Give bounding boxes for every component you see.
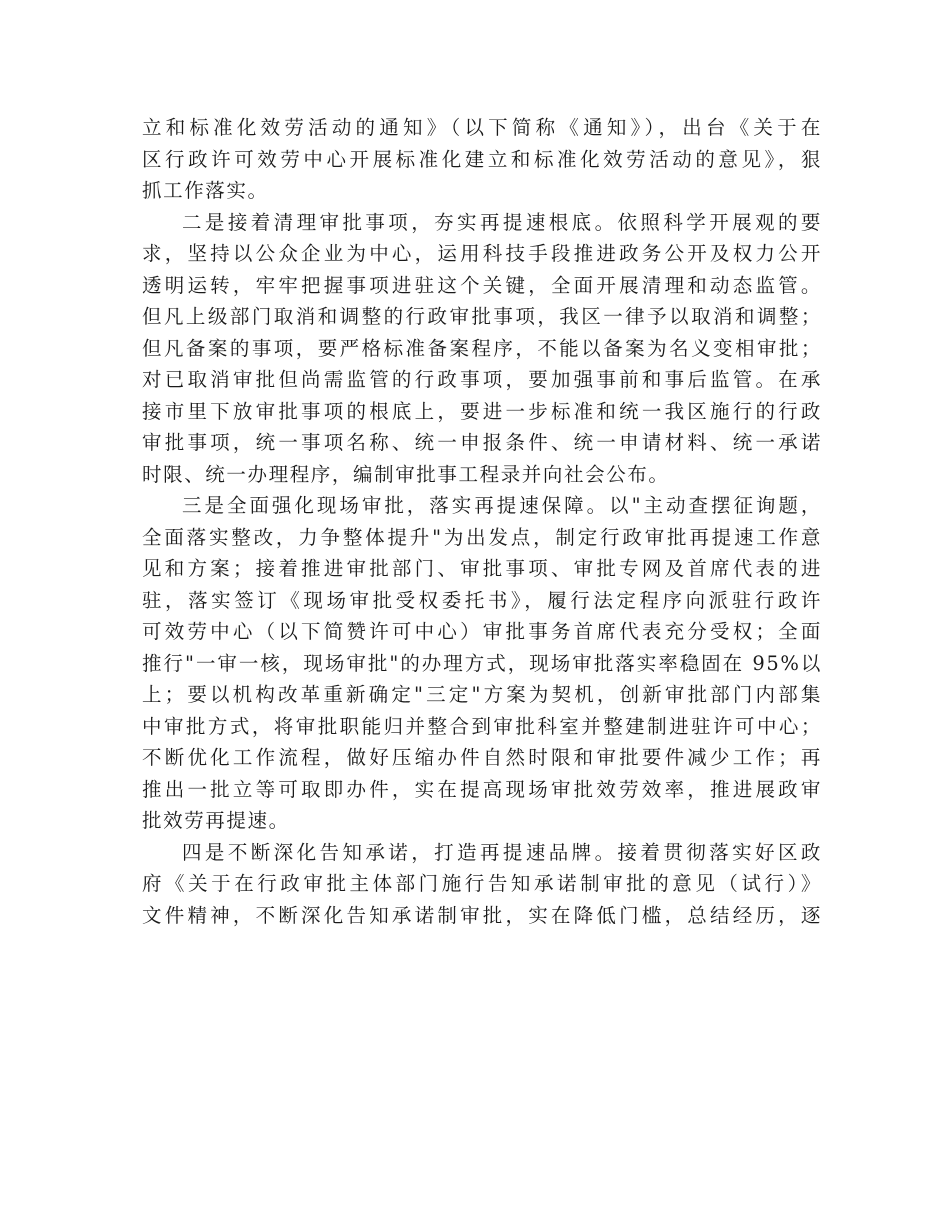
paragraph-2 bbox=[142, 207, 822, 491]
paragraph-3 bbox=[142, 490, 822, 837]
text-line: 时限、统一办理程序，编制审批事工程录并向社会公布。 bbox=[142, 462, 670, 486]
text-line: 区行政许可效劳中心开展标准化建立和标准化效劳活动的意见》，狠 bbox=[142, 147, 822, 171]
text-line: 求，坚持以公众企业为中心，运用科技手段推进政务公开及权力公开 bbox=[142, 242, 822, 265]
text-line: 四是不断深化告知承诺，打造再提速品牌。接着贯彻落实好区政 bbox=[182, 840, 822, 864]
text-line: 但凡上级部门取消和调整的行政审批事项，我区一律予以取消和调整； bbox=[142, 305, 822, 328]
text-line: 中审批方式，将审批职能归并整合到审批科室并整建制进驻许可中心； bbox=[142, 714, 822, 738]
text-line: 驻，落实签订《现场审批受权委托书》，履行法定程序向派驻行政许 bbox=[142, 588, 822, 612]
text-line: 对已取消审批但尚需监管的行政事项，要加强事前和事后监管。在承 bbox=[142, 368, 822, 391]
text-line: 文件精神，不断深化告知承诺制审批，实在降低门槛，总结经历，逐 bbox=[142, 903, 822, 927]
text-line: 推行"一审一核，现场审批"的办理方式，现场审批落实率稳固在 95%以 bbox=[142, 651, 822, 675]
text-line: 透明运转，牢牢把握事项进驻这个关键，全面开展清理和动态监管。 bbox=[142, 273, 822, 297]
text-line: 抓工作落实。 bbox=[142, 179, 269, 202]
text-line: 三是全面强化现场审批，落实再提速保障。以"主动查摆征询题， bbox=[182, 494, 822, 517]
text-line: 可效劳中心（以下简赞许可中心）审批事务首席代表充分受权；全面 bbox=[142, 620, 822, 643]
text-line: 立和标准化效劳活动的通知》（以下简称《通知》），出台《关于在 bbox=[142, 116, 822, 139]
text-line: 不断优化工作流程，做好压缩办件自然时限和审批要件减少工作；再 bbox=[142, 746, 822, 769]
text-line: 但凡备案的事项，要严格标准备案程序，不能以备案为名义变相审批； bbox=[142, 336, 822, 360]
text-line: 接市里下放审批事项的根底上，要进一步标准和统一我区施行的行政 bbox=[142, 399, 822, 423]
paragraph-4 bbox=[142, 837, 822, 932]
document-body bbox=[142, 112, 822, 931]
text-line: 见和方案；接着推进审批部门、审批事项、审批专网及首席代表的进 bbox=[142, 557, 822, 580]
text-line: 二是接着清理审批事项，夯实再提速根底。依照科学开展观的要 bbox=[182, 210, 822, 234]
text-line: 全面落实整改，力争整体提升"为出发点，制定行政审批再提速工作意 bbox=[142, 525, 822, 549]
text-line: 审批事项，统一事项名称、统一申报条件、统一申请材料、统一承诺 bbox=[142, 431, 822, 454]
text-line: 批效劳再提速。 bbox=[142, 809, 290, 832]
paragraph-1 bbox=[142, 112, 822, 207]
text-line: 推出一批立等可取即办件，实在提高现场审批效劳效率，推进展政审 bbox=[142, 777, 822, 801]
text-line: 府《关于在行政审批主体部门施行告知承诺制审批的意见（试行）》 bbox=[142, 872, 822, 895]
text-line: 上；要以机构改革重新确定"三定"方案为契机，创新审批部门内部集 bbox=[142, 683, 822, 706]
